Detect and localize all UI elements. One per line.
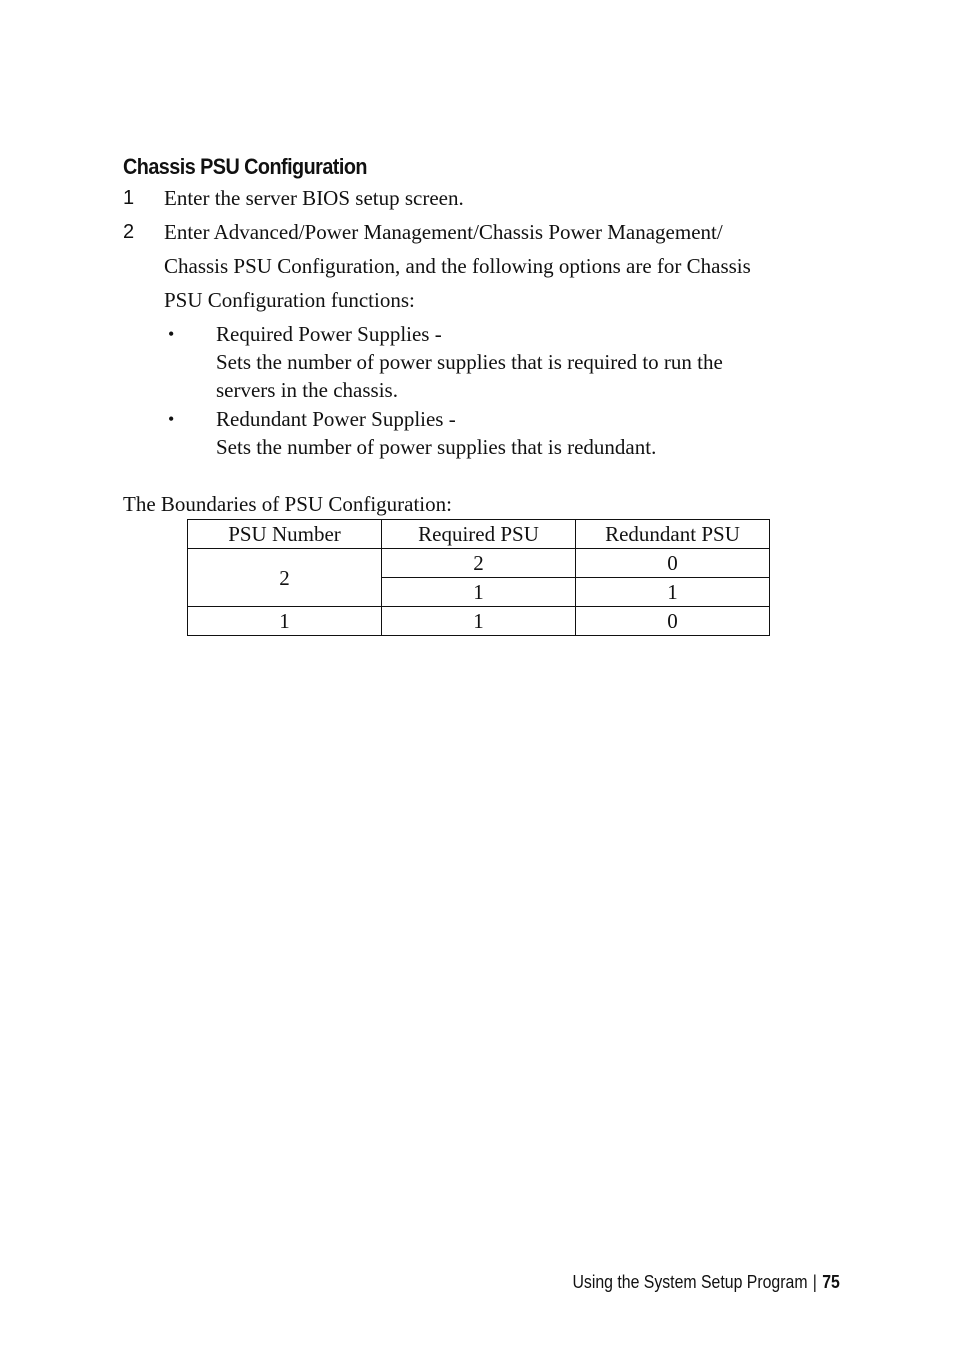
- step-text: Enter the server BIOS setup screen.: [164, 186, 464, 210]
- redundant-psu-cell: 0: [576, 549, 770, 578]
- footer-separator: |: [812, 1272, 818, 1292]
- option-description: Sets the number of power supplies that is redundant.: [216, 435, 657, 459]
- page-number: 75: [822, 1272, 840, 1292]
- step-number: 1: [123, 187, 135, 209]
- footer-title: Using the System Setup Program: [572, 1272, 808, 1292]
- required-psu-cell: 1: [382, 578, 576, 607]
- section-heading: Chassis PSU Configuration: [123, 154, 367, 179]
- required-psu-cell: 1: [382, 607, 576, 636]
- step-number: 2: [123, 221, 135, 243]
- option-description: Sets the number of power supplies that is required to run the: [216, 350, 723, 374]
- step-text-line: Enter Advanced/Power Management/Chassis Power Management/: [164, 220, 723, 244]
- psu-number-cell: 2: [188, 549, 382, 607]
- bullet-icon: •: [168, 324, 175, 344]
- table-header-row: [188, 520, 770, 549]
- step-text-line: PSU Configuration functions:: [164, 288, 415, 312]
- column-header: Required PSU: [382, 520, 576, 549]
- table-row: [188, 607, 770, 636]
- column-header: Redundant PSU: [576, 520, 770, 549]
- bullet-icon: •: [168, 409, 175, 429]
- column-header: PSU Number: [188, 520, 382, 549]
- option-title: Redundant Power Supplies -: [216, 407, 456, 431]
- redundant-psu-cell: 1: [576, 578, 770, 607]
- option-description: servers in the chassis.: [216, 378, 398, 402]
- table-caption: The Boundaries of PSU Configuration:: [123, 492, 452, 516]
- step-text-line: Chassis PSU Configuration, and the following options are for Chassis: [164, 254, 751, 278]
- psu-boundaries-table: [187, 519, 770, 636]
- option-title: Required Power Supplies -: [216, 322, 442, 346]
- psu-number-cell: 1: [188, 607, 382, 636]
- step-text: [164, 215, 864, 317]
- redundant-psu-cell: 0: [576, 607, 770, 636]
- table-row: [188, 549, 770, 578]
- required-psu-cell: 2: [382, 549, 576, 578]
- page-footer: [573, 1272, 840, 1293]
